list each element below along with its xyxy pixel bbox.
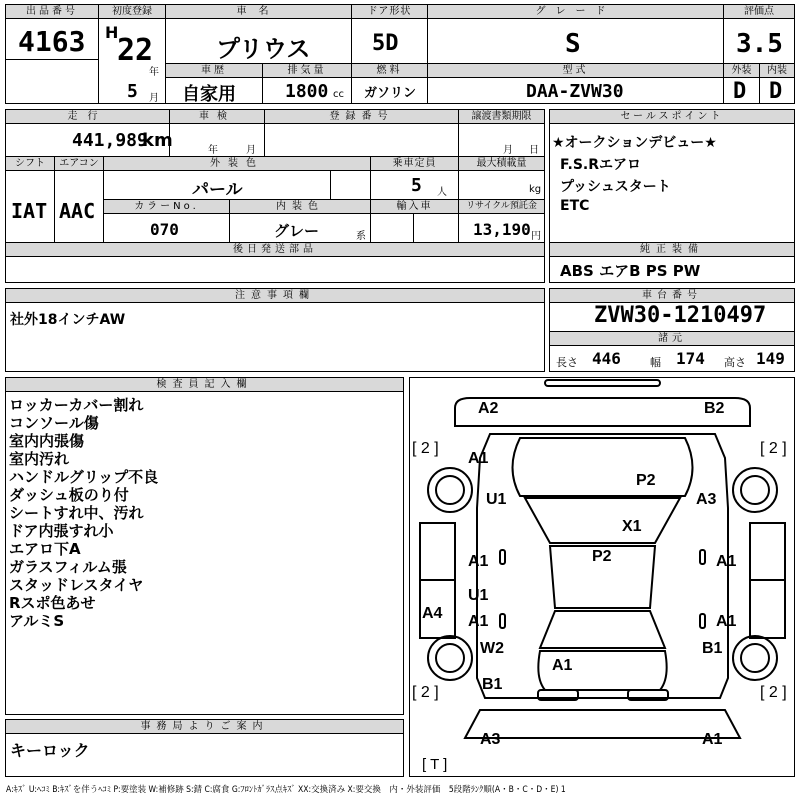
- exterior-cell: [723, 63, 760, 104]
- fuel-value: ガソリン: [364, 86, 417, 101]
- inspector-note: 室内内張傷: [9, 432, 85, 450]
- inspection-label: 車検: [170, 110, 264, 124]
- damage-label-tire-spare: [ T ]: [422, 756, 448, 773]
- dimensions-cell: [549, 331, 795, 372]
- damage-label-a1-door-fr: A1: [716, 553, 737, 570]
- car-name-label: 車名: [166, 5, 351, 19]
- equipment-value: ABS エアB PS PW: [560, 262, 701, 280]
- equipment-cell: [549, 242, 795, 283]
- int-color-cell: [229, 199, 371, 243]
- damage-label-tire-rr: [ 2 ]: [760, 684, 787, 701]
- history-value: 自家用: [182, 84, 236, 105]
- damage-label-x1-windshield: X1: [622, 518, 642, 535]
- aircon-label: エアコン: [55, 157, 103, 171]
- displacement-unit: cc: [333, 89, 344, 100]
- lot-label: 出品番号: [6, 5, 98, 19]
- first-reg-year-unit: 年: [149, 67, 159, 78]
- car-outline: [410, 378, 794, 776]
- lot-cell: [5, 4, 99, 60]
- inspector-note: スタッドレスタイヤ: [9, 576, 144, 594]
- inspector-note: ダッシュ板のり付: [9, 486, 129, 504]
- mileage-unit: km: [142, 130, 173, 151]
- chassis-label: 車台番号: [550, 289, 794, 303]
- mileage-value: 441,989: [72, 130, 148, 151]
- inspector-note: ドア内張すれ小: [9, 522, 114, 540]
- inspector-note: アルミS: [9, 612, 65, 630]
- damage-label-a4-rocker-left: A4: [422, 605, 443, 622]
- inspector-note: ロッカーカバー割れ: [9, 396, 144, 414]
- recycle-label: リサイクル預託金: [459, 200, 544, 214]
- damage-label-a1-trunk: A1: [552, 657, 573, 674]
- inspector-note: Rスポ色あせ: [9, 594, 96, 612]
- color-no-value: 070: [150, 220, 179, 239]
- transfer-label: 譲渡書類期限: [459, 110, 544, 124]
- length-label: 長さ: [556, 356, 578, 369]
- width-label: 幅: [650, 356, 661, 369]
- fuel-cell: [351, 63, 428, 104]
- chassis-cell: [549, 288, 795, 332]
- length-value: 446: [592, 349, 621, 368]
- inspector-note: ハンドルグリップ不良: [9, 468, 159, 486]
- max-load-label: 最大積載量: [459, 157, 544, 171]
- model-label: 型式: [428, 64, 723, 78]
- damage-label-tire-fl: [ 2 ]: [412, 440, 439, 457]
- lot-empty-cell: [5, 59, 99, 104]
- inspection-year-unit: 年: [208, 145, 218, 156]
- int-color-label: 内装色: [230, 200, 370, 214]
- width-value: 174: [676, 349, 705, 368]
- score-cell: [723, 4, 795, 64]
- mileage-cell: [5, 109, 173, 157]
- inspector-list: [9, 396, 158, 630]
- aircon-cell: [54, 156, 104, 243]
- ext-color-divider: [330, 170, 331, 199]
- exterior-label: 外装: [724, 64, 759, 78]
- color-no-cell: [103, 199, 230, 243]
- damage-label-a1-door-fl: A1: [468, 553, 489, 570]
- capacity-label: 乗車定員: [371, 157, 458, 171]
- history-label: 車歴: [166, 64, 262, 78]
- capacity-cell: [370, 156, 459, 200]
- damage-label-b1-quarter-right: B1: [702, 640, 723, 657]
- max-load-cell: [458, 156, 545, 200]
- sales-point-item: ETC: [560, 198, 590, 214]
- door-value: 5D: [372, 31, 399, 56]
- exterior-value: D: [733, 79, 747, 104]
- max-load-unit: kg: [529, 184, 542, 195]
- sales-point-item: プッシュスタート: [560, 179, 671, 195]
- first-reg-label: 初度登録: [99, 5, 165, 19]
- inspector-note: エアロ下A: [9, 540, 81, 558]
- displacement-value: 1800: [285, 81, 329, 102]
- interior-cell: [759, 63, 795, 104]
- mileage-label: 走行: [6, 110, 169, 124]
- chassis-number: ZVW30-1210497: [594, 303, 767, 328]
- damage-label-a2-front-left: A2: [478, 400, 499, 417]
- inspection-cell: [169, 109, 265, 157]
- displacement-cell: [262, 63, 352, 104]
- color-no-label: カラーNo.: [104, 200, 229, 214]
- sales-points-cell: [549, 109, 795, 243]
- later-parts-cell: [5, 242, 545, 283]
- grade-cell: [427, 4, 724, 64]
- inspector-note: コンソール傷: [9, 414, 99, 432]
- damage-legend: A:ｷｽﾞ U:ﾍｺﾐ B:ｷｽﾞを伴うﾍｺﾐ P:要塗装 W:補修跡 S:錆 C:腐食 G:ﾌﾛﾝﾄｶﾞﾗｽ点ｷｽﾞ XX:交換済み X:要交換 内・外装評価 5段階ﾗﾝｸ順(A・B・C・D・E) 1: [6, 785, 566, 795]
- shift-label: シフト: [6, 157, 54, 171]
- height-value: 149: [756, 349, 785, 368]
- damage-label-a1-door-rl: A1: [468, 613, 489, 630]
- inspector-cell: [5, 377, 404, 715]
- car-name: プリウス: [216, 35, 311, 63]
- damage-label-a3-fender-right: A3: [696, 491, 717, 508]
- door-label: ドア形状: [352, 5, 427, 19]
- lot-number: 4163: [18, 25, 86, 58]
- shift-cell: [5, 156, 55, 243]
- transfer-month-unit: 月: [503, 145, 513, 156]
- recycle-value: 13,190: [473, 220, 531, 239]
- reg-no-cell: [264, 109, 459, 157]
- recycle-unit: 円: [531, 231, 541, 242]
- transfer-cell: [458, 109, 545, 157]
- damage-label-tire-fr: [ 2 ]: [760, 440, 787, 457]
- inspector-label: 検査員記入欄: [6, 378, 403, 392]
- damage-label-a3-rear-left: A3: [480, 731, 501, 748]
- score-value: 3.5: [736, 29, 783, 59]
- damage-label-p2-hood: P2: [636, 472, 656, 489]
- displacement-label: 排気量: [263, 64, 351, 78]
- damage-label-u1-fender-left: U1: [486, 491, 507, 508]
- inspector-note: 室内汚れ: [9, 450, 70, 468]
- inspector-note: シートすれ中、汚れ: [9, 504, 144, 522]
- score-label: 評価点: [724, 5, 794, 19]
- model-cell: [427, 63, 724, 104]
- height-label: 高さ: [724, 356, 746, 369]
- first-reg-era: H: [105, 23, 119, 42]
- inspector-note: ガラスフィルム張: [9, 558, 127, 576]
- damage-label-u1-door-rl: U1: [468, 587, 489, 604]
- office-cell: [5, 719, 404, 777]
- first-reg-month-unit: 月: [149, 93, 159, 104]
- first-reg-cell: [98, 4, 166, 104]
- car-name-cell: [165, 4, 352, 64]
- first-reg-year: 22: [117, 33, 154, 68]
- office-value: キーロック: [10, 741, 90, 760]
- shift-value: IAT: [11, 199, 48, 223]
- aircon-value: AAC: [59, 199, 96, 223]
- office-label: 事務局よりご案内: [6, 720, 403, 734]
- interior-value: D: [769, 79, 783, 104]
- damage-label-p2-roof: P2: [592, 548, 612, 565]
- ext-color-value: パール: [192, 180, 243, 200]
- damage-label-b1-quarter-left: B1: [482, 676, 503, 693]
- dimensions-label: 諸元: [550, 332, 794, 346]
- damage-label-w2-quarter-left: W2: [480, 640, 504, 657]
- ext-color-label: 外装色: [104, 157, 370, 171]
- ext-color-cell: [103, 156, 371, 200]
- equipment-label: 純正装備: [550, 243, 794, 257]
- transfer-day-unit: 日: [529, 145, 539, 156]
- history-cell: [165, 63, 263, 104]
- damage-label-a1-rear-right: A1: [702, 731, 723, 748]
- caution-value: 社外18インチAW: [10, 312, 126, 328]
- import-label: 輸入車: [371, 200, 458, 214]
- reg-no-label: 登録番号: [265, 110, 458, 124]
- model-value: DAA-ZVW30: [526, 81, 624, 102]
- damage-label-tire-rl: [ 2 ]: [412, 684, 439, 701]
- int-color-value: グレー: [274, 222, 320, 240]
- import-divider: [413, 213, 414, 242]
- import-cell: [370, 199, 459, 243]
- damage-label-a1-fender-left: A1: [468, 450, 489, 467]
- caution-cell: [5, 288, 545, 372]
- damage-label-a1-door-rr: A1: [716, 613, 737, 630]
- caution-label: 注意事項欄: [6, 289, 544, 303]
- sales-points-label: セールスポイント: [550, 110, 794, 124]
- grade-value: S: [565, 29, 581, 59]
- sales-point-item: ★オークションデビュー★: [552, 135, 717, 151]
- first-reg-month: 5: [127, 81, 138, 102]
- capacity-value: 5: [411, 175, 422, 196]
- later-parts-label: 後日発送部品: [6, 243, 544, 257]
- int-color-unit: 系: [356, 231, 366, 242]
- capacity-unit: 人: [437, 187, 447, 198]
- door-cell: [351, 4, 428, 64]
- inspection-month-unit: 月: [246, 145, 256, 156]
- damage-label-b2-front-right: B2: [704, 400, 725, 417]
- recycle-cell: [458, 199, 545, 243]
- fuel-label: 燃料: [352, 64, 427, 78]
- grade-label: グレード: [428, 5, 723, 19]
- damage-diagram: [409, 377, 795, 777]
- interior-label: 内装: [760, 64, 794, 78]
- sales-point-item: F.S.Rエアロ: [560, 157, 642, 173]
